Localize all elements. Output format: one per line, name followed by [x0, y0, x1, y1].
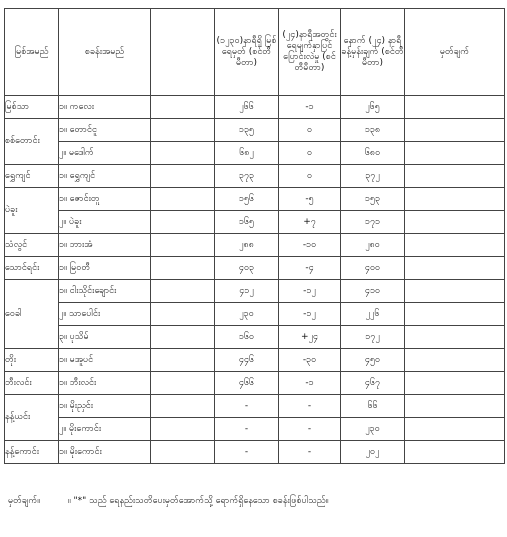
station-cell: ၁။ ဇောင်းတူ	[59, 188, 151, 211]
blank-cell	[151, 96, 215, 119]
table-row	[5, 418, 505, 441]
header-row	[5, 9, 505, 96]
table-row	[5, 119, 505, 142]
station-cell: ၂။ မိုးကောင်း	[59, 418, 151, 441]
blank-cell	[151, 211, 215, 234]
level-cell: -	[215, 418, 279, 441]
station-cell: ၁။ မြဝတီ	[59, 257, 151, 280]
blank-cell	[151, 326, 215, 349]
level-cell: ၃၇၃	[215, 165, 279, 188]
forecast-cell: ၃၇၂	[341, 165, 405, 188]
change-cell: -	[279, 418, 341, 441]
level-cell: ၂၆၆	[215, 96, 279, 119]
river-name-cell: နန့်ကောင်း	[5, 441, 59, 464]
river-name-cell: မြစ်သာ	[5, 96, 59, 119]
station-cell: ၃။ ပုသိမ်	[59, 326, 151, 349]
header-level: (၁၂၃၀)နာရီရှိ မြစ်ရေမှတ် (စင်တီမီတာ)	[215, 9, 279, 96]
remarks-cell	[405, 395, 505, 418]
remarks-cell	[405, 303, 505, 326]
river-name-cell: တိုး	[5, 349, 59, 372]
level-cell: -	[215, 441, 279, 464]
remarks-cell	[405, 165, 505, 188]
table-row	[5, 303, 505, 326]
change-cell: ၀	[279, 165, 341, 188]
level-cell: ၄၆၆	[215, 372, 279, 395]
blank-cell	[151, 257, 215, 280]
station-cell: ၂။ သာပေါင်း	[59, 303, 151, 326]
change-cell: -	[279, 441, 341, 464]
station-cell: ၁။ ငါးသိုင်းချောင်း	[59, 280, 151, 303]
table-row	[5, 280, 505, 303]
river-name-cell: ဝေခါ	[5, 280, 59, 349]
table-row	[5, 372, 505, 395]
blank-cell	[151, 119, 215, 142]
change-cell: -၁၀	[279, 234, 341, 257]
river-name-cell: သံလွင်	[5, 234, 59, 257]
forecast-cell: ၆၈၀	[341, 142, 405, 165]
header-forecast: နောက် (၂၄) နာရီ ခန့်မှန်းချက် (စင်တီမီတာ)	[341, 9, 405, 96]
forecast-cell: ၁၇၂	[341, 326, 405, 349]
level-cell: ၂၈၈	[215, 234, 279, 257]
blank-cell	[151, 142, 215, 165]
forecast-cell: ၄၅၀	[341, 349, 405, 372]
station-cell: ၁။ ကလေး	[59, 96, 151, 119]
change-cell: -၁	[279, 372, 341, 395]
remarks-cell	[405, 211, 505, 234]
station-cell: ၁။ ဘားအံ	[59, 234, 151, 257]
blank-cell	[151, 188, 215, 211]
river-name-cell: နန့်ယင်း	[5, 395, 59, 441]
change-cell: ၀	[279, 119, 341, 142]
level-cell: ၄၄၆	[215, 349, 279, 372]
blank-cell	[151, 441, 215, 464]
change-cell: -၁	[279, 96, 341, 119]
change-cell: -၁၂	[279, 280, 341, 303]
river-name-cell: သောင်ရင်း	[5, 257, 59, 280]
table-row	[5, 188, 505, 211]
river-name-cell: စစ်တောင်း	[5, 119, 59, 165]
table-row	[5, 142, 505, 165]
table-row	[5, 211, 505, 234]
river-level-table	[4, 8, 505, 464]
level-cell: ၁၅၆	[215, 188, 279, 211]
footer-note	[8, 495, 328, 507]
remarks-cell	[405, 188, 505, 211]
header-station: စခန်းအမည်	[59, 9, 151, 96]
blank-cell	[151, 280, 215, 303]
remarks-cell	[405, 441, 505, 464]
table-row	[5, 165, 505, 188]
forecast-cell: ၆၆	[341, 395, 405, 418]
change-cell: +၇	[279, 211, 341, 234]
blank-cell	[151, 165, 215, 188]
level-cell: ၆၈၂	[215, 142, 279, 165]
change-cell: -	[279, 395, 341, 418]
change-cell: -၅	[279, 188, 341, 211]
table-row	[5, 395, 505, 418]
station-cell: ၁။ ဘီးလင်း	[59, 372, 151, 395]
footer-label: မှတ်ချက်။	[8, 496, 40, 506]
station-cell: ၁။ ရွှေကျင်	[59, 165, 151, 188]
level-cell: ၁၃၅	[215, 119, 279, 142]
station-cell: ၂။ မဒေါက်	[59, 142, 151, 165]
remarks-cell	[405, 142, 505, 165]
header-remarks: မှတ်ချက်	[405, 9, 505, 96]
level-cell: ၁၆၀	[215, 326, 279, 349]
forecast-cell: ၂၆၅	[341, 96, 405, 119]
change-cell: -၁၂	[279, 303, 341, 326]
level-cell: ၄၁၂	[215, 280, 279, 303]
remarks-cell	[405, 257, 505, 280]
river-name-cell: ပဲခူး	[5, 188, 59, 234]
blank-cell	[151, 349, 215, 372]
blank-cell	[151, 418, 215, 441]
remarks-cell	[405, 349, 505, 372]
remarks-cell	[405, 280, 505, 303]
forecast-cell: ၂၂၆	[341, 303, 405, 326]
forecast-cell: ၁၅၃	[341, 188, 405, 211]
header-river: မြစ်အမည်	[5, 9, 59, 96]
forecast-cell: ၂၈၀	[341, 234, 405, 257]
remarks-cell	[405, 326, 505, 349]
remarks-cell	[405, 96, 505, 119]
forecast-cell: ၄၁၀	[341, 280, 405, 303]
change-cell: -၄	[279, 257, 341, 280]
forecast-cell: ၁၃၈	[341, 119, 405, 142]
change-cell: +၂၄	[279, 326, 341, 349]
forecast-cell: ၄၆၇	[341, 372, 405, 395]
remarks-cell	[405, 234, 505, 257]
station-cell: ၂။ ပဲခူး	[59, 211, 151, 234]
river-name-cell: ဘီးလင်း	[5, 372, 59, 395]
table-row	[5, 326, 505, 349]
blank-cell	[151, 395, 215, 418]
change-cell: ၀	[279, 142, 341, 165]
footer-text: ။ "*" သည် ရေနည်းသတိပေးမှတ်အောက်သို့ ရောက်ရှိနေသော စခန်းဖြစ်ပါသည်။	[67, 496, 329, 506]
forecast-cell: ၁၇၁	[341, 211, 405, 234]
remarks-cell	[405, 372, 505, 395]
table-row	[5, 257, 505, 280]
change-cell: -၃၀	[279, 349, 341, 372]
forecast-cell: ၄၀၀	[341, 257, 405, 280]
table-row	[5, 96, 505, 119]
forecast-cell: ၂၃၀	[341, 418, 405, 441]
level-cell: ၂၃၀	[215, 303, 279, 326]
remarks-cell	[405, 119, 505, 142]
station-cell: ၁။ မိုးကောင်း	[59, 441, 151, 464]
header-blank	[151, 9, 215, 96]
blank-cell	[151, 234, 215, 257]
remarks-cell	[405, 418, 505, 441]
river-name-cell: ရွှေကျင်	[5, 165, 59, 188]
table-row	[5, 349, 505, 372]
level-cell: ၁၆၅	[215, 211, 279, 234]
level-cell: -	[215, 395, 279, 418]
station-cell: ၁။ မိုးညှင်း	[59, 395, 151, 418]
level-cell: ၄၀၃	[215, 257, 279, 280]
blank-cell	[151, 372, 215, 395]
table-row	[5, 234, 505, 257]
blank-cell	[151, 303, 215, 326]
forecast-cell: ၂၀၂	[341, 441, 405, 464]
station-cell: ၁။ မအူပင်	[59, 349, 151, 372]
header-change: (၂၄)နာရီအတွင်း ရေမျက်နှာပြင် ပြောင်းလဲမှု (စင်တီမီတာ)	[279, 9, 341, 96]
table-row	[5, 441, 505, 464]
station-cell: ၁။ တောင်ငူ	[59, 119, 151, 142]
